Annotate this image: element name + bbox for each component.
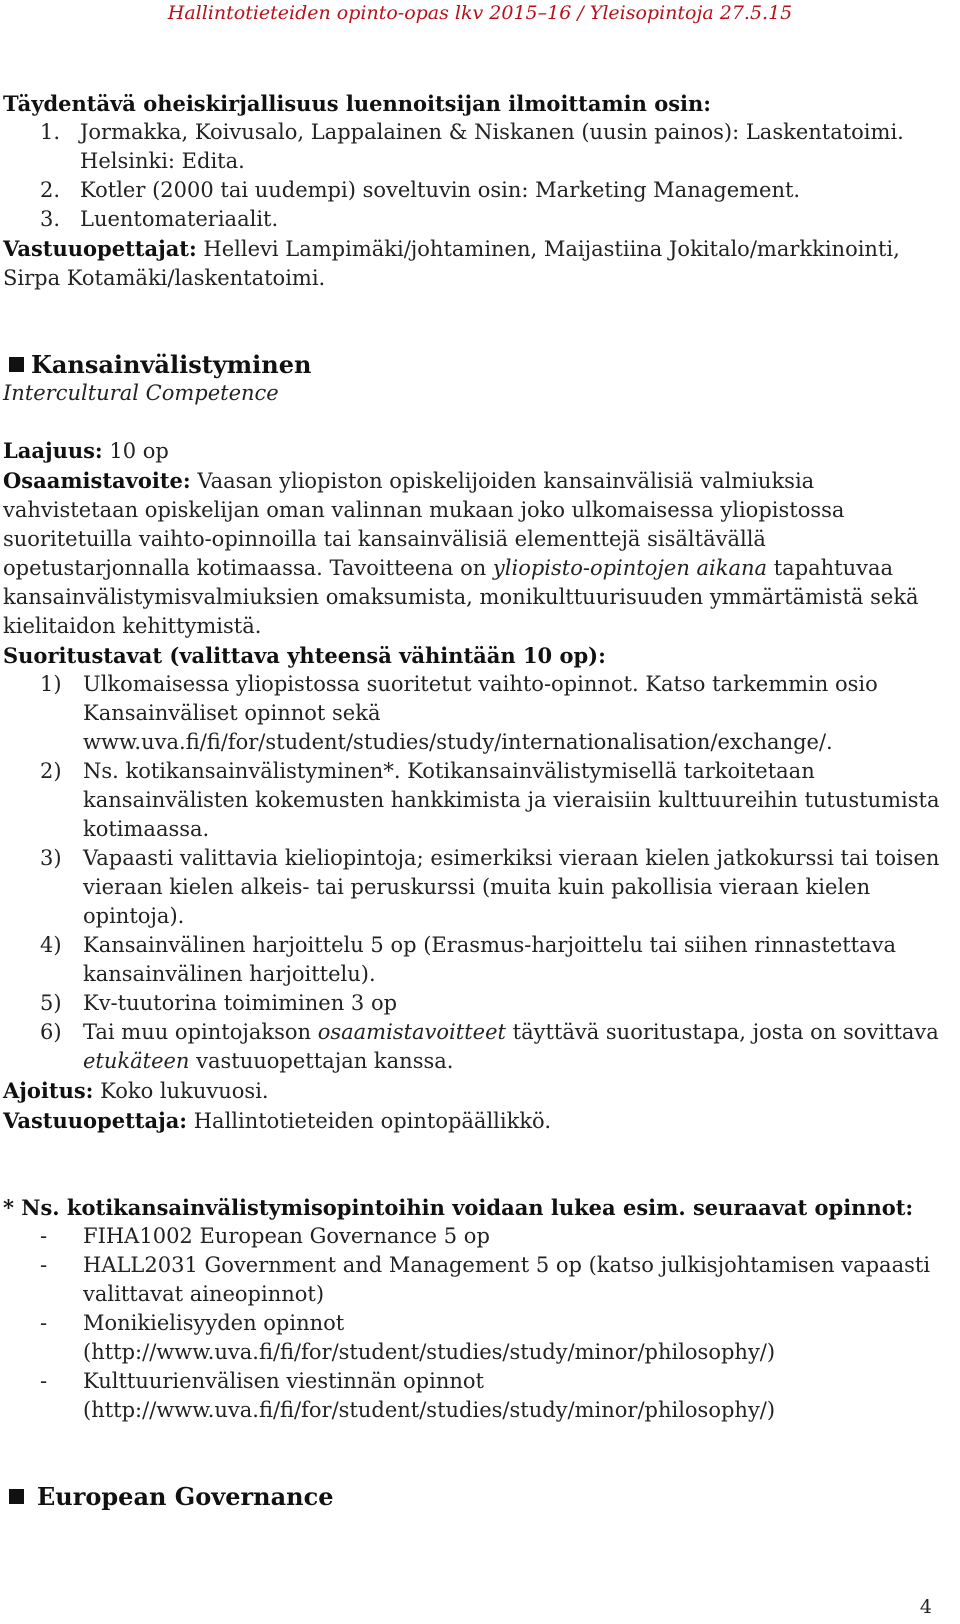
list-number: 3. [40, 207, 61, 231]
list-item-text: Luentomateriaalit. [80, 207, 279, 231]
list-item-text: FIHA1002 European Governance 5 op [83, 1224, 490, 1248]
list-item [3, 844, 953, 931]
course-timing [3, 1076, 953, 1106]
text-run: täyttävä suoritustapa, josta on sovittava [505, 1020, 939, 1044]
list-item [3, 757, 953, 844]
list-item [3, 670, 953, 757]
list-item-text: Kotler (2000 tai uudempi) soveltuvin osin: Marketing Management. [80, 178, 801, 202]
list-number: 1. [40, 120, 61, 144]
note-heading: * Ns. kotikansainvälistymisopintoihin voidaan lukea esim. seuraavat opinnot: [3, 1195, 914, 1220]
square-bullet-icon [9, 1489, 24, 1504]
next-section-title: European Governance [37, 1482, 334, 1511]
scope-label: Laajuus: [3, 438, 103, 463]
text-run: Tai muu opintojakson [83, 1020, 318, 1044]
square-bullet-icon [9, 357, 24, 372]
list-number: 5) [40, 991, 62, 1015]
list-item [3, 118, 953, 176]
responsible-teachers [3, 234, 953, 293]
note-list [3, 1222, 953, 1425]
list-item-text: Kansainvälinen harjoittelu 5 op (Erasmus-harjoittelu tai siihen rinnastettava kansainvälinen harjoittelu). [83, 933, 897, 986]
teacher-label: Vastuuopettaja: [3, 1108, 188, 1133]
list-item [3, 205, 953, 234]
course-objective [3, 466, 953, 641]
list-number: 2) [40, 759, 62, 783]
page-number: 4 [919, 1596, 932, 1618]
timing-value: Koko lukuvuosi. [93, 1079, 269, 1103]
methods-list [3, 670, 953, 1076]
next-section-heading [3, 1482, 953, 1511]
list-item [3, 176, 953, 205]
list-number: 4) [40, 933, 62, 957]
supplementary-heading: Täydentävä oheiskirjallisuus luennoitsijan ilmoittamin osin: [3, 91, 712, 116]
dash-bullet: - [40, 1224, 48, 1248]
course-title: Kansainvälistyminen [31, 350, 312, 379]
dash-bullet: - [40, 1369, 48, 1393]
dash-bullet: - [40, 1253, 48, 1277]
italic-run: osaamistavoitteet [317, 1020, 506, 1044]
scope-value: 10 op [102, 439, 169, 463]
responsible-label: Vastuuopettajat: [3, 236, 197, 261]
list-item-text [83, 1018, 953, 1076]
list-item-text: HALL2031 Government and Management 5 op (katso julkisjohtamisen vapaasti valittavat aineopinnot) [83, 1253, 931, 1306]
objective-text: Vaasan yliopiston opiskelijoiden kansainvälisiä valmiuksia vahvistetaan opiskelijan oman valinnan mukaan joko ulkomaisessa yliopistossa suoritetuilla vaihto-opinnoilla tai kansainvälisiä elementtejä sisältävällä opetustarjonnalla kotimaassa. Tavoitteena on [3, 469, 845, 580]
list-item-text: Kv-tuutorina toimiminen 3 op [83, 991, 398, 1015]
text-run: vastuuopettajan kanssa. [189, 1049, 454, 1073]
italic-run: etukäteen [83, 1049, 190, 1073]
list-number: 2. [40, 178, 61, 202]
list-item-text: Jormakka, Koivusalo, Lappalainen & Niskanen (uusin painos): Laskentatoimi. Helsinki: Edita. [80, 120, 904, 173]
list-item [3, 1222, 953, 1251]
list-item-text: Monikielisyyden opinnot (http://www.uva.fi/fi/for/student/studies/study/minor/philosophy/) [83, 1311, 776, 1364]
course-scope [3, 436, 953, 466]
responsible-value: Hellevi Lampimäki/johtaminen, Maijastiina Jokitalo/markkinointi, Sirpa Kotamäki/laskentatoimi. [3, 237, 900, 290]
dash-bullet: - [40, 1311, 48, 1335]
list-number: 3) [40, 846, 62, 870]
list-item-text: Vapaasti valittavia kieliopintoja; esimerkiksi vieraan kielen jatkokurssi tai toisen vieraan kielen alkeis- tai peruskurssi (muita kuin pakollisia vieraan kielen opintoja). [83, 846, 940, 928]
teacher-value: Hallintotieteiden opintopäällikkö. [187, 1109, 552, 1133]
list-item [3, 1309, 953, 1367]
page-content [3, 89, 953, 1511]
list-item [3, 1367, 953, 1425]
list-item-text: Kulttuurienvälisen viestinnän opinnot (http://www.uva.fi/fi/for/student/studies/study/minor/philosophy/) [83, 1369, 776, 1422]
list-number: 1) [40, 672, 62, 696]
running-header [0, 0, 960, 26]
timing-label: Ajoitus: [3, 1078, 94, 1103]
list-item [3, 1251, 953, 1309]
course-heading [3, 350, 953, 379]
list-item [3, 931, 953, 989]
objective-label: Osaamistavoite: [3, 468, 191, 493]
list-item [3, 989, 953, 1018]
list-item-text: Ulkomaisessa yliopistossa suoritetut vaihto-opinnot. Katso tarkemmin osio Kansainväliset opinnot sekä www.uva.fi/fi/for/student/studies/study/internationalisation/exchange/. [83, 672, 878, 754]
list-item [3, 1018, 953, 1076]
objective-italic: yliopisto-opintojen aikana [492, 556, 768, 580]
methods-label: Suoritustavat (valittava yhteensä vähintään 10 op): [3, 643, 606, 668]
running-title: Hallintotieteiden opinto-opas lkv 2015–16 / Yleisopintoja 27.5.15 [167, 2, 793, 24]
list-number: 6) [40, 1020, 62, 1044]
course-teacher [3, 1106, 953, 1136]
course-subtitle: Intercultural Competence [3, 381, 279, 405]
supplementary-list [3, 118, 953, 234]
objective-text-cont: tapahtuvaa kansainvälistymisvalmiuksien omaksumista, monikulttuurisuuden ymmärtämistä sekä kielitaidon kehittymistä. [3, 556, 919, 638]
list-item-text: Ns. kotikansainvälistyminen*. Kotikansainvälistymisellä tarkoitetaan kansainvälisten kokemusten hankkimista ja vieraisiin kulttuureihin tutustumista kotimaassa. [83, 759, 940, 841]
